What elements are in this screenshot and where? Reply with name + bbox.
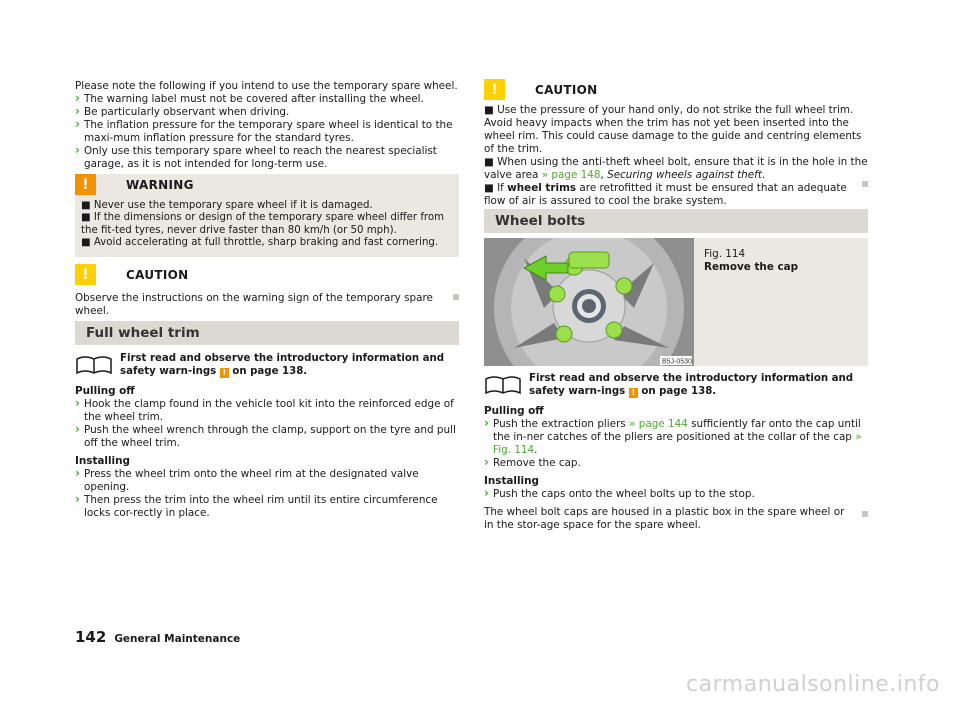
caution-bold: wheel trims bbox=[507, 182, 577, 194]
page-number: 142 bbox=[75, 628, 107, 646]
figure-code: B5J-0530 bbox=[662, 358, 692, 366]
list-item: › The warning label must not be covered after installing the wheel. bbox=[75, 93, 459, 106]
warning-box bbox=[75, 174, 459, 257]
caution-italic: Securing wheels against theft bbox=[607, 169, 762, 181]
step-text: Push the extraction pliers bbox=[493, 418, 626, 430]
subheading-installing: Installing bbox=[75, 455, 130, 467]
intro-lead: Please note the following if you intend to use the temporary spare wheel. bbox=[75, 80, 458, 92]
first-read-link[interactable]: on page 138. bbox=[232, 366, 308, 377]
list-item: › Hook the clamp found in the vehicle tool kit into the reinforced edge of the wheel trim. bbox=[75, 398, 459, 424]
caution-title: CAUTION bbox=[126, 267, 189, 282]
list-item: › Push the wheel wrench through the clamp, support on the tyre and pull off the wheel trim. bbox=[75, 424, 459, 450]
page-link[interactable]: » page 148 bbox=[541, 169, 601, 181]
caution-line bbox=[484, 156, 868, 182]
first-read-text: First read and observe the introductory information and safety warn-ings bbox=[120, 353, 445, 377]
figure-caption bbox=[704, 248, 798, 274]
chapter-title: General Maintenance bbox=[114, 633, 241, 645]
section-heading bbox=[75, 321, 459, 345]
warning-title: WARNING bbox=[126, 177, 194, 192]
section-title: Wheel bolts bbox=[495, 213, 586, 229]
warning-icon: ! bbox=[75, 174, 96, 195]
figure-link[interactable]: » Fig. 114 bbox=[493, 431, 862, 456]
subheading-pulling-off: Pulling off bbox=[484, 405, 544, 417]
list-item: › Push the caps onto the wheel bolts up to the stop. bbox=[484, 488, 868, 501]
end-mark bbox=[862, 511, 868, 517]
warning-header bbox=[75, 174, 459, 195]
list-item: › Be particularly observant when driving. bbox=[75, 106, 459, 119]
installing-list bbox=[484, 488, 868, 501]
list-item: › Remove the cap. bbox=[484, 457, 868, 470]
installing-list bbox=[75, 468, 459, 520]
spare-wheel-intro bbox=[75, 80, 459, 171]
pulling-list bbox=[484, 418, 868, 470]
end-mark bbox=[453, 294, 459, 300]
pulling-list bbox=[75, 398, 459, 450]
subheading-pulling-off: Pulling off bbox=[75, 385, 135, 397]
list-item bbox=[484, 418, 868, 457]
step-text: sufficiently far onto the cap until the in-ner catches of the pliers are positioned at the collar of the cap bbox=[493, 418, 861, 443]
end-mark bbox=[862, 181, 868, 187]
list-item: › The inflation pressure for the temporary spare wheel is identical to the maxi-mum inflation pressure for the standard tyres. bbox=[75, 119, 459, 145]
caution-text: ■ If bbox=[484, 182, 504, 194]
wheel-illustration bbox=[484, 238, 694, 366]
page-footer bbox=[75, 628, 240, 646]
subheading-installing: Installing bbox=[484, 475, 539, 487]
caution-line: ■ Use the pressure of your hand only, do not strike the full wheel trim. Avoid heavy impacts when the trim has not yet been inserted into the wheel rim. This could cause damage to the guide and centring elements of the trim. bbox=[484, 104, 862, 155]
warning-icon: ! bbox=[220, 368, 229, 378]
caution-text: ■ When using the anti-theft wheel bolt, ensure that it is in the hole in the valve area bbox=[484, 156, 868, 181]
caution-icon: ! bbox=[75, 264, 96, 285]
watermark: carmanualsonline.info bbox=[686, 672, 940, 697]
book-icon bbox=[75, 355, 113, 375]
figure-114 bbox=[484, 238, 868, 366]
list-item: › Press the wheel trim onto the wheel rim at the designated valve opening. bbox=[75, 468, 459, 494]
first-read-link[interactable]: on page 138. bbox=[641, 386, 717, 397]
first-read-note bbox=[120, 352, 450, 378]
closing-text: The wheel bolt caps are housed in a plastic box in the spare wheel or in the stor-age space for the spare wheel. bbox=[484, 506, 845, 531]
caution-title: CAUTION bbox=[535, 82, 598, 97]
first-read-text: First read and observe the introductory information and safety warn-ings bbox=[529, 373, 854, 397]
caution-text: Observe the instructions on the warning sign of the temporary spare wheel. bbox=[75, 292, 433, 317]
caution-body bbox=[484, 104, 868, 208]
caution-header bbox=[75, 264, 188, 285]
page-link[interactable]: » page 144 bbox=[629, 418, 688, 430]
warning-body bbox=[75, 195, 459, 257]
caution-icon: ! bbox=[484, 79, 505, 100]
caution-header bbox=[484, 79, 597, 100]
book-icon bbox=[484, 375, 522, 395]
warning-icon: ! bbox=[629, 388, 638, 398]
trim-instructions bbox=[75, 385, 459, 520]
first-read-note bbox=[529, 372, 859, 398]
caution-text: , bbox=[600, 169, 604, 181]
list-item: › Only use this temporary spare wheel to reach the nearest specialist garage, as it is not intended for long-term use. bbox=[75, 145, 459, 171]
section-title: Full wheel trim bbox=[86, 325, 200, 341]
warning-line: ■ If the dimensions or design of the temporary spare wheel differ from the fit-ted tyres, never drive faster than 80 km/h (or 50 mph). bbox=[81, 212, 445, 236]
warning-line: ■ Never use the temporary spare wheel if it is damaged. bbox=[81, 200, 373, 211]
caution-text: . bbox=[761, 169, 766, 181]
step-text: . bbox=[534, 444, 538, 456]
list-item: › Then press the trim into the wheel rim until its entire circumference locks cor-rectly in place. bbox=[75, 494, 459, 520]
intro-list bbox=[75, 93, 459, 171]
section-heading bbox=[484, 209, 868, 233]
bolt-instructions bbox=[484, 405, 868, 532]
figure-title: Remove the cap bbox=[704, 261, 799, 273]
caution-text: are retrofitted it must be ensured that an adequate flow of air is assured to cool the brake system. bbox=[484, 182, 847, 207]
figure-number: Fig. 114 bbox=[704, 248, 746, 260]
wheel-drawing bbox=[484, 238, 694, 366]
warning-line: ■ Avoid accelerating at full throttle, sharp braking and fast cornering. bbox=[81, 236, 439, 248]
caution-line bbox=[484, 182, 868, 208]
